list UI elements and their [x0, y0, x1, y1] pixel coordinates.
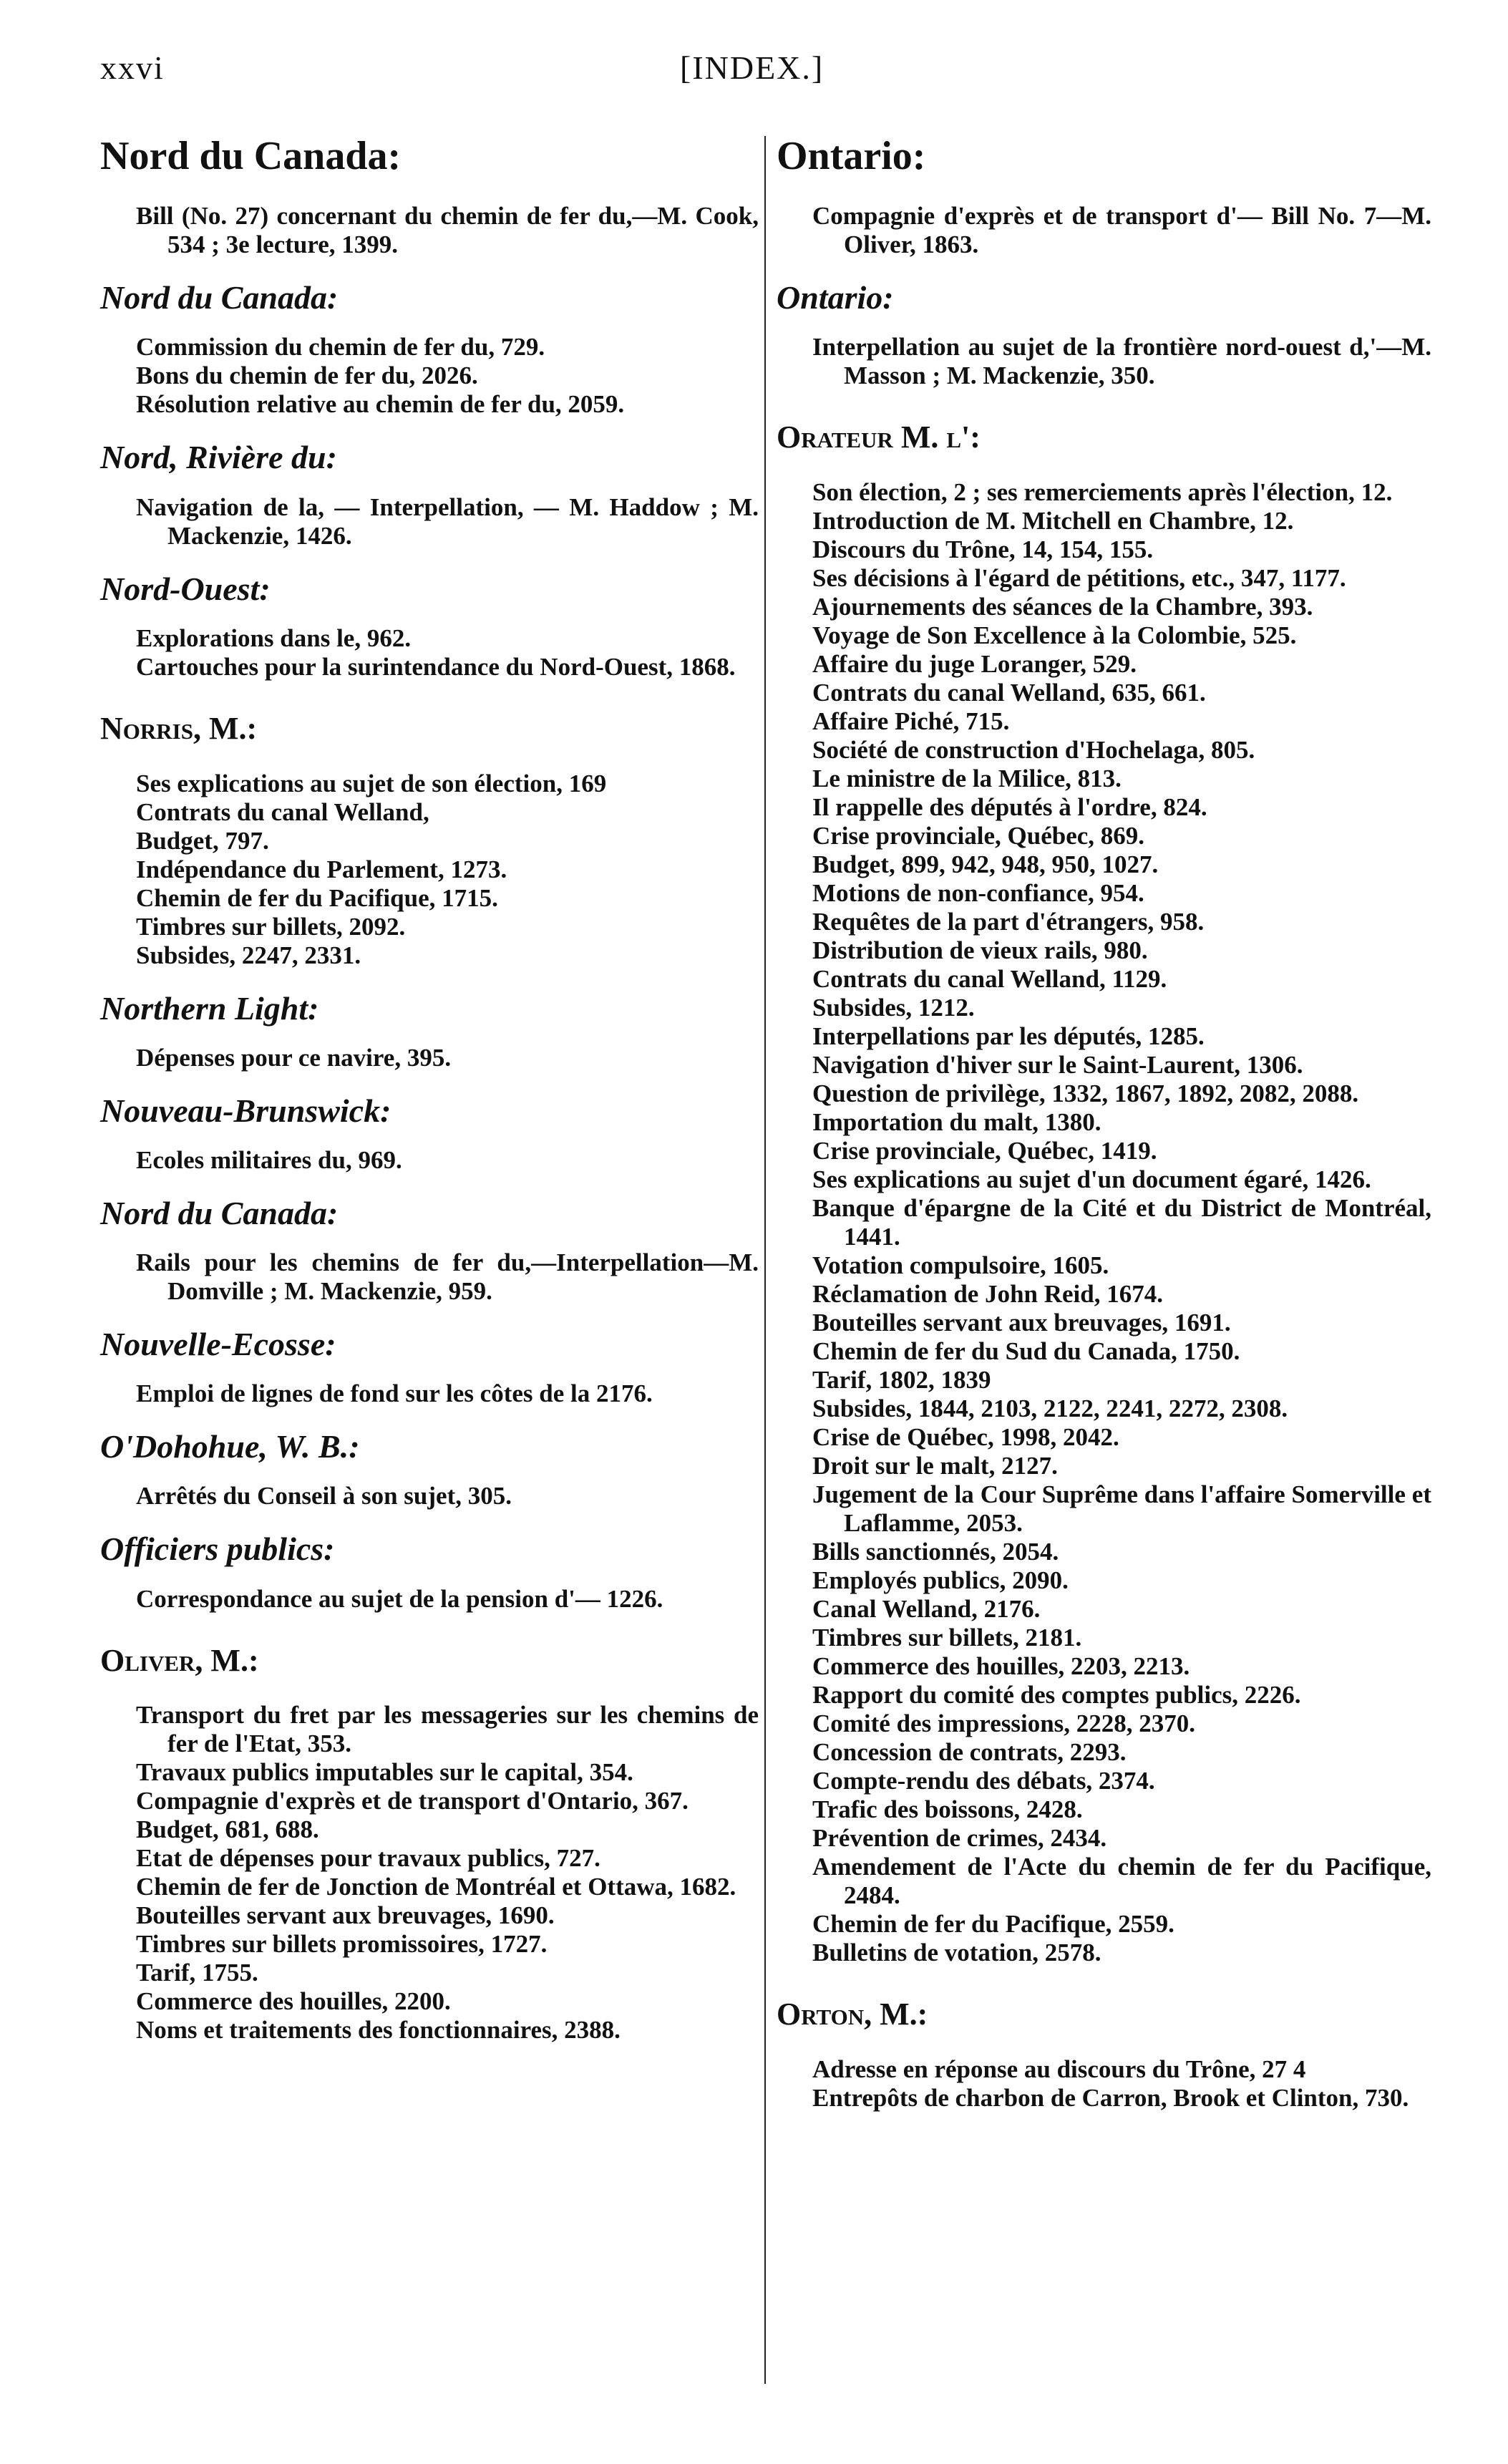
index-entry: Timbres sur billets promissoires, 1727.: [136, 1930, 548, 1959]
index-entry: Compagnie d'exprès et de transport d'— Bill No. 7—M. Oliver, 1863.: [812, 202, 1431, 259]
index-section: [100, 1642, 759, 2045]
entry-list: [100, 493, 759, 550]
index-entry: Réclamation de John Reid, 1674.: [812, 1280, 1163, 1309]
page-header: [100, 49, 1431, 99]
index-heading: Ontario:: [777, 279, 894, 316]
index-entry: Indépendance du Parlement, 1273.: [136, 855, 507, 883]
index-entry: Correspondance au sujet de la pension d'— 1226.: [136, 1584, 663, 1613]
index-entry: Résolution relative au chemin de fer du, 2059.: [136, 390, 625, 419]
entry-list: [100, 1482, 759, 1510]
index-heading: O'Dohohue, W. B.:: [100, 1428, 360, 1465]
index-heading: Nord-Ouest:: [100, 570, 271, 607]
running-head: [INDEX.]: [680, 49, 824, 86]
index-entry: Voyage de Son Excellence à la Colombie, 525.: [812, 621, 1297, 650]
index-entry: Amendement de l'Acte du chemin de fer du Pacifique, 2484.: [812, 1853, 1431, 1910]
entry-list: [100, 1585, 759, 1614]
index-entry: Timbres sur billets, 2092.: [136, 912, 406, 941]
index-heading: Orateur M. l':: [777, 419, 981, 455]
index-entry: Ses explications au sujet d'un document égaré, 1426.: [812, 1165, 1371, 1194]
index-heading: Norris, M.:: [100, 710, 258, 746]
index-heading: Ontario:: [777, 134, 926, 178]
index-entry: Il rappelle des députés à l'ordre, 824.: [812, 793, 1207, 822]
entry-list: [777, 2055, 1431, 2113]
index-section: [100, 437, 759, 550]
index-entry: Transport du fret par les messageries sur les chemins de fer de l'Etat, 353.: [136, 1701, 759, 1758]
entry-list: [777, 478, 1431, 1967]
index-entry: Comité des impressions, 2228, 2370.: [812, 1709, 1196, 1738]
index-entry: Chemin de fer du Pacifique, 1715.: [136, 883, 498, 912]
index-entry: Introduction de M. Mitchell en Chambre, 12.: [812, 507, 1294, 535]
index-entry: Crise provinciale, Québec, 1419.: [812, 1137, 1157, 1165]
entry-list: [100, 1248, 759, 1306]
index-section: [100, 278, 759, 419]
index-entry: Affaire du juge Loranger, 529.: [812, 650, 1137, 679]
index-entry: Question de privilège, 1332, 1867, 1892, 2082, 2088.: [812, 1080, 1359, 1108]
entry-list: [100, 1701, 759, 2045]
index-entry: Distribution de vieux rails, 980.: [812, 936, 1148, 965]
index-entry: Budget, 681, 688.: [136, 1815, 319, 1844]
index-entry: Entrepôts de charbon de Carron, Brook et Clinton, 730.: [812, 2083, 1409, 2112]
index-entry: Ses décisions à l'égard de pétitions, etc., 347, 1177.: [812, 564, 1346, 593]
index-entry: Navigation d'hiver sur le Saint-Laurent, 1306.: [812, 1051, 1303, 1080]
index-heading: Northern Light:: [100, 989, 319, 1027]
index-entry: Chemin de fer de Jonction de Montréal et Ottawa, 1682.: [136, 1873, 736, 1901]
index-entry: Bons du chemin de fer du, 2026.: [136, 362, 478, 390]
index-entry: Ecoles militaires du, 969.: [136, 1145, 402, 1174]
index-entry: Crise de Québec, 1998, 2042.: [812, 1423, 1119, 1452]
index-entry: Banque d'épargne de la Cité et du District de Montréal, 1441.: [812, 1194, 1431, 1251]
index-heading: Nord, Rivière du:: [100, 439, 337, 476]
index-entry: Interpellations par les députés, 1285.: [812, 1022, 1205, 1051]
index-heading: Orton, M.:: [777, 1997, 928, 2032]
index-entry: Interpellation au sujet de la frontière nord-ouest d,'—M. Masson ; M. Mackenzie, 350.: [812, 333, 1431, 390]
index-entry: Tarif, 1755.: [136, 1959, 258, 1987]
index-entry: Commerce des houilles, 2200.: [136, 1987, 451, 2016]
index-entry: Ajournements des séances de la Chambre, 393.: [812, 593, 1313, 621]
entry-list: [100, 770, 759, 970]
index-section: [777, 419, 1431, 1967]
right-column: [777, 132, 1431, 2113]
index-entry: Tarif, 1802, 1839: [812, 1366, 991, 1395]
entry-list: [100, 1044, 759, 1072]
index-heading: Oliver, M.:: [100, 1642, 259, 1678]
index-entry: Concession de contrats, 2293.: [812, 1738, 1127, 1767]
index-entry: Canal Welland, 2176.: [812, 1595, 1041, 1624]
index-entry: Le ministre de la Milice, 813.: [812, 765, 1122, 793]
index-entry: Bulletins de votation, 2578.: [812, 1939, 1101, 1967]
index-entry: Contrats du canal Welland, 1129.: [812, 965, 1167, 994]
index-entry: Emploi de lignes de fond sur les côtes de la 2176.: [136, 1379, 653, 1408]
index-section: [100, 1193, 759, 1306]
page-number: xxvi: [100, 49, 165, 86]
index-entry: Commission du chemin de fer du, 729.: [136, 333, 545, 362]
index-entry: Bouteilles servant aux breuvages, 1690.: [136, 1901, 555, 1930]
index-section: [100, 1091, 759, 1175]
index-entry: Cartouches pour la surintendance du Nord-Ouest, 1868.: [136, 652, 736, 681]
index-entry: Bills sanctionnés, 2054.: [812, 1538, 1059, 1566]
index-heading: Nord du Canada:: [100, 279, 339, 316]
index-entry: Explorations dans le, 962.: [136, 624, 412, 652]
index-entry: Affaire Piché, 715.: [812, 707, 1010, 736]
index-heading: Nouvelle-Ecosse:: [100, 1326, 336, 1363]
index-entry: Ses explications au sujet de son élection, 169: [136, 769, 607, 797]
index-entry: Timbres sur billets, 2181.: [812, 1624, 1082, 1652]
index-entry: Rails pour les chemins de fer du,—Interpellation—M. Domville ; M. Mackenzie, 959.: [136, 1248, 759, 1306]
index-entry: Subsides, 2247, 2331.: [136, 941, 361, 969]
index-entry: Droit sur le malt, 2127.: [812, 1452, 1058, 1480]
index-entry: Discours du Trône, 14, 154, 155.: [812, 535, 1154, 564]
index-entry: Société de construction d'Hochelaga, 805.: [812, 736, 1255, 765]
index-section: [777, 132, 1431, 259]
index-entry: Adresse en réponse au discours du Trône, 27 4: [812, 2055, 1306, 2083]
entry-list: [100, 1146, 759, 1175]
index-entry: Chemin de fer du Sud du Canada, 1750.: [812, 1337, 1240, 1366]
index-entry: Importation du malt, 1380.: [812, 1108, 1101, 1137]
index-entry: Etat de dépenses pour travaux publics, 727.: [136, 1844, 600, 1873]
index-section: [100, 1427, 759, 1510]
column-divider: [764, 136, 766, 2384]
index-entry: Crise provinciale, Québec, 869.: [812, 822, 1145, 850]
entry-list: [100, 202, 759, 259]
entry-list: [100, 1379, 759, 1408]
index-entry: Arrêtés du Conseil à son sujet, 305.: [136, 1482, 512, 1510]
index-entry: Trafic des boissons, 2428.: [812, 1795, 1083, 1824]
index-section: [777, 1996, 1431, 2113]
index-section: [100, 569, 759, 682]
index-section: [100, 1324, 759, 1408]
index-entry: Rapport du comité des comptes publics, 2226.: [812, 1681, 1301, 1709]
index-heading: Officiers publics:: [100, 1531, 335, 1568]
index-entry: Contrats du canal Welland, 635, 661.: [812, 679, 1206, 707]
index-entry: Requêtes de la part d'étrangers, 958.: [812, 908, 1205, 936]
index-entry: Compte-rendu des débats, 2374.: [812, 1767, 1155, 1795]
index-entry: Navigation de la, — Interpellation, — M. Haddow ; M. Mackenzie, 1426.: [136, 493, 759, 550]
index-entry: Dépenses pour ce navire, 395.: [136, 1043, 452, 1072]
index-entry: Noms et traitements des fonctionnaires, 2388.: [136, 2016, 621, 2045]
index-entry: Motions de non-confiance, 954.: [812, 879, 1144, 908]
index-section: [100, 989, 759, 1072]
index-entry: Jugement de la Cour Suprême dans l'affaire Somerville et Laflamme, 2053.: [812, 1480, 1431, 1538]
index-heading: Nouveau-Brunswick:: [100, 1092, 391, 1129]
index-entry: Employés publics, 2090.: [812, 1566, 1069, 1595]
index-section: [777, 278, 1431, 390]
index-entry: Votation compulsoire, 1605.: [812, 1251, 1109, 1280]
index-entry: Subsides, 1212.: [812, 994, 975, 1022]
index-entry: Contrats du canal Welland,: [136, 797, 429, 826]
index-heading: Nord du Canada:: [100, 1194, 339, 1231]
index-entry: Budget, 797.: [136, 826, 269, 855]
index-section: [100, 1529, 759, 1613]
index-entry: Subsides, 1844, 2103, 2122, 2241, 2272, 2308.: [812, 1395, 1288, 1423]
index-section: [100, 710, 759, 970]
index-entry: Chemin de fer du Pacifique, 2559.: [812, 1910, 1174, 1939]
index-entry: Compagnie d'exprès et de transport d'Ontario, 367.: [136, 1787, 689, 1815]
index-heading: Nord du Canada:: [100, 134, 402, 178]
index-entry: Commerce des houilles, 2203, 2213.: [812, 1652, 1190, 1681]
index-section: [100, 132, 759, 259]
index-entry: Bill (No. 27) concernant du chemin de fer du,—M. Cook, 534 ; 3e lecture, 1399.: [136, 202, 759, 259]
index-entry: Travaux publics imputables sur le capital, 354.: [136, 1758, 633, 1787]
left-column: [100, 132, 759, 2045]
entry-list: [100, 333, 759, 419]
index-entry: Budget, 899, 942, 948, 950, 1027.: [812, 850, 1159, 879]
entry-list: [777, 202, 1431, 259]
entry-list: [100, 624, 759, 682]
index-entry: Prévention de crimes, 2434.: [812, 1824, 1107, 1853]
index-entry: Son élection, 2 ; ses remerciements après l'élection, 12.: [812, 478, 1393, 507]
entry-list: [777, 333, 1431, 390]
index-entry: Bouteilles servant aux breuvages, 1691.: [812, 1309, 1231, 1337]
